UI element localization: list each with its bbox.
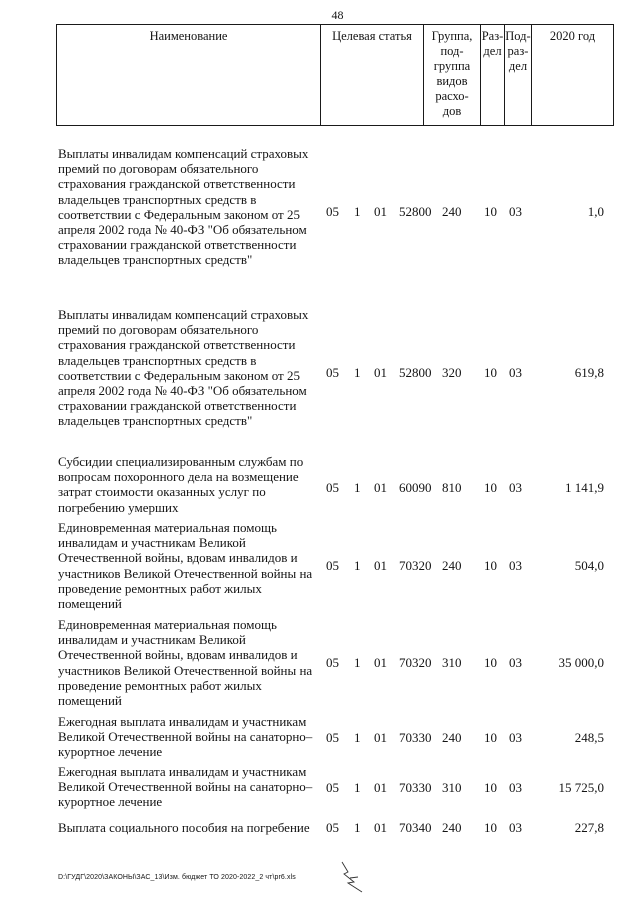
row-amount: 35 000,0 bbox=[558, 655, 604, 670]
row-name: Ежегодная выплата инвалидам и участникам Великой Отечественной войны на санаторно–курортное лечение bbox=[58, 764, 313, 810]
row-subsection: 03 bbox=[509, 558, 522, 573]
row-section: 10 bbox=[484, 820, 497, 835]
row-code-2: 1 bbox=[354, 780, 361, 795]
row-code-4: 70330 bbox=[399, 780, 432, 795]
row-code-2: 1 bbox=[354, 820, 361, 835]
header-section-line: Раз- bbox=[481, 29, 504, 43]
row-code-3: 01 bbox=[374, 204, 387, 219]
row-code-1: 05 bbox=[326, 820, 339, 835]
header-group-line: расхо- bbox=[435, 89, 469, 103]
row-amount: 227,8 bbox=[574, 820, 604, 835]
row-code-1: 05 bbox=[326, 365, 339, 380]
row-subsection: 03 bbox=[509, 655, 522, 670]
row-code-3: 01 bbox=[374, 558, 387, 573]
row-code-3: 01 bbox=[374, 730, 387, 745]
row-code-2: 1 bbox=[354, 365, 361, 380]
row-code-3: 01 bbox=[374, 365, 387, 380]
row-code-3: 01 bbox=[374, 480, 387, 495]
header-group-line: Группа, bbox=[431, 29, 473, 43]
row-code-1: 05 bbox=[326, 558, 339, 573]
row-code-4: 52800 bbox=[399, 365, 432, 380]
row-code-4: 52800 bbox=[399, 204, 432, 219]
header-group-line: видов bbox=[436, 74, 468, 88]
row-code-1: 05 bbox=[326, 655, 339, 670]
row-name: Выплаты инвалидам компенсаций страховых премий по договорам обязательного страхования гражданской ответственности владельцев транспортных средств в соответствии с Федеральным законом от 25 апреля 2002 года № 40-ФЗ "Об обязательном страховании гражданской ответственности владельцев транспортных средств" bbox=[58, 307, 309, 429]
header-year: 2020 год bbox=[531, 25, 613, 125]
row-section: 10 bbox=[484, 204, 497, 219]
header-subsection-line: Под- bbox=[505, 29, 531, 43]
header-name: Наименование bbox=[149, 29, 228, 43]
row-code-3: 01 bbox=[374, 780, 387, 795]
header-group-line: группа bbox=[433, 59, 471, 73]
row-code-3: 01 bbox=[374, 655, 387, 670]
row-name: Ежегодная выплата инвалидам и участникам Великой Отечественной войны на санаторно–курортное лечение bbox=[58, 714, 313, 760]
header-group-line: дов bbox=[442, 104, 462, 118]
row-section: 10 bbox=[484, 780, 497, 795]
row-amount: 15 725,0 bbox=[558, 780, 604, 795]
header-subsection-line: раз- bbox=[507, 44, 529, 58]
header-group bbox=[423, 25, 480, 125]
row-subsection: 03 bbox=[509, 480, 522, 495]
row-amount: 248,5 bbox=[574, 730, 604, 745]
row-code-1: 05 bbox=[326, 480, 339, 495]
row-code-4: 70320 bbox=[399, 655, 432, 670]
row-group: 240 bbox=[442, 820, 462, 835]
row-code-4: 70330 bbox=[399, 730, 432, 745]
row-subsection: 03 bbox=[509, 730, 522, 745]
row-code-1: 05 bbox=[326, 204, 339, 219]
row-subsection: 03 bbox=[509, 365, 522, 380]
row-section: 10 bbox=[484, 655, 497, 670]
page-number: 48 bbox=[331, 8, 344, 22]
row-group: 320 bbox=[442, 365, 462, 380]
row-code-2: 1 bbox=[354, 730, 361, 745]
row-code-4: 70340 bbox=[399, 820, 432, 835]
row-section: 10 bbox=[484, 558, 497, 573]
header-group-line: под- bbox=[440, 44, 464, 58]
row-amount: 619,8 bbox=[574, 365, 604, 380]
row-name: Единовременная материальная помощь инвалидам и участникам Великой Отечественной войны, вдовам инвалидов и участников Великой Отечественной войны на проведение ремонтных работ жилых помещений bbox=[58, 617, 313, 709]
row-subsection: 03 bbox=[509, 204, 522, 219]
row-code-1: 05 bbox=[326, 730, 339, 745]
file-path-footer: D:\ГУДГ\2020\ЗАКОНЫ\ЗАС_13\Изм. бюджет ТО 2020-2022_2 чт\pr6.xls bbox=[58, 874, 296, 881]
row-code-2: 1 bbox=[354, 558, 361, 573]
row-name: Субсидии специализированным службам по вопросам похоронного дела на возмещение затрат стоимости оказанных услуг по погребению умерших bbox=[58, 454, 304, 515]
row-code-2: 1 bbox=[354, 204, 361, 219]
row-code-4: 60090 bbox=[399, 480, 432, 495]
row-group: 310 bbox=[442, 655, 462, 670]
row-subsection: 03 bbox=[509, 780, 522, 795]
row-group: 240 bbox=[442, 558, 462, 573]
row-section: 10 bbox=[484, 365, 497, 380]
row-code-4: 70320 bbox=[399, 558, 432, 573]
row-code-1: 05 bbox=[326, 780, 339, 795]
row-subsection: 03 bbox=[509, 820, 522, 835]
row-name: Единовременная материальная помощь инвалидам и участникам Великой Отечественной войны, вдовам инвалидов и участников Великой Отечественной войны на проведение ремонтных работ жилых помещений bbox=[58, 520, 313, 612]
table-header bbox=[56, 24, 614, 126]
row-amount: 504,0 bbox=[574, 558, 604, 573]
row-group: 810 bbox=[442, 480, 462, 495]
row-code-2: 1 bbox=[354, 480, 361, 495]
row-code-2: 1 bbox=[354, 655, 361, 670]
row-code-3: 01 bbox=[374, 820, 387, 835]
header-subsection-line: дел bbox=[508, 59, 528, 73]
row-group: 240 bbox=[442, 204, 462, 219]
signature-scribble bbox=[338, 860, 366, 894]
row-amount: 1 141,9 bbox=[565, 480, 604, 495]
row-group: 240 bbox=[442, 730, 462, 745]
row-name: Выплаты инвалидам компенсаций страховых премий по договорам обязательного страхования гражданской ответственности владельцев транспортных средств в соответствии с Федеральным законом от 25 апреля 2002 года № 40-ФЗ "Об обязательном страховании гражданской ответственности владельцев транспортных средств" bbox=[58, 146, 309, 268]
row-section: 10 bbox=[484, 730, 497, 745]
row-amount: 1,0 bbox=[587, 204, 604, 219]
row-section: 10 bbox=[484, 480, 497, 495]
header-section-line: дел bbox=[483, 44, 502, 58]
row-group: 310 bbox=[442, 780, 462, 795]
header-section bbox=[480, 25, 504, 125]
header-target-article: Целевая статья bbox=[320, 25, 423, 125]
row-name: Выплата социального пособия на погребение bbox=[58, 820, 310, 835]
header-subsection bbox=[504, 25, 531, 125]
